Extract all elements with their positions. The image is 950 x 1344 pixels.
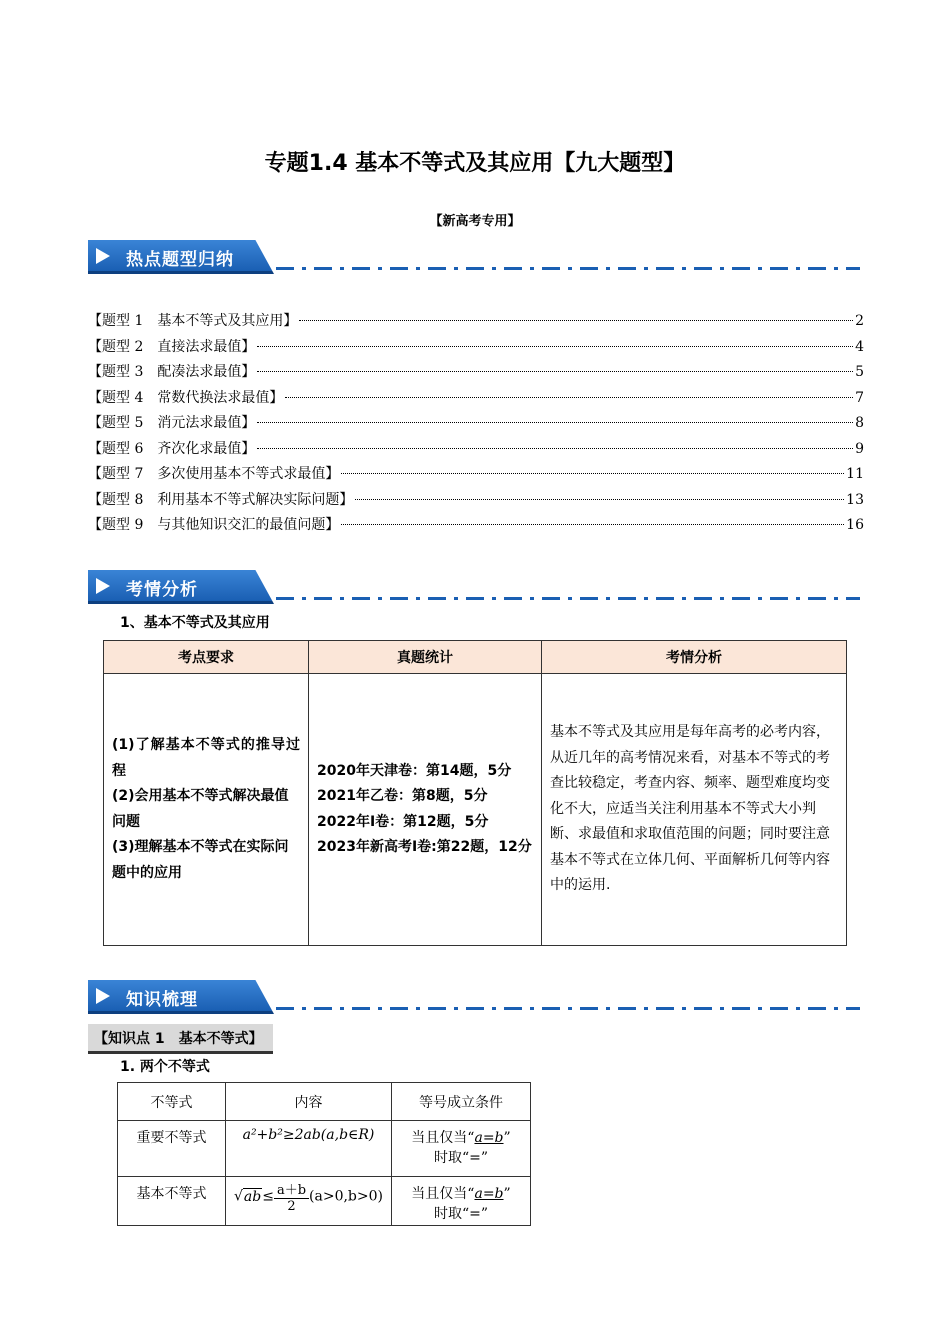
exam-item: 2020年天津卷：第14题，5分 [317, 762, 512, 779]
knowledge-subheading: 1. 两个不等式 [120, 1059, 210, 1075]
column-header: 考情分析 [542, 641, 847, 674]
toc-page: 7 [855, 389, 864, 406]
exams-cell [309, 674, 542, 946]
toc-leader [341, 473, 844, 474]
condition-prefix: 当且仅当“ [411, 1130, 475, 1146]
table-header-row [104, 641, 847, 674]
sqrt-symbol: √ [233, 1188, 243, 1205]
page-title: 专题1.4 基本不等式及其应用【九大题型】 [264, 151, 686, 176]
toc-page: 8 [855, 415, 864, 431]
column-header: 真题统计 [309, 641, 542, 674]
inequality-name: 重要不等式 [118, 1121, 226, 1177]
play-arrow-icon [96, 248, 110, 264]
toc-page: 2 [855, 313, 864, 329]
column-header: 考点要求 [104, 641, 309, 674]
toc-item[interactable] [88, 463, 864, 489]
section-title: 考情分析 [126, 580, 198, 600]
toc-item[interactable] [88, 310, 864, 336]
toc-item[interactable] [88, 412, 864, 438]
column-header: 不等式 [118, 1083, 226, 1121]
exam-item: 2021年乙卷：第8题，5分 [317, 788, 488, 804]
knowledge-point-label: 【知识点 1 基本不等式】 [88, 1024, 273, 1054]
page-subtitle: 【新高考专用】 [429, 214, 521, 229]
section-title: 知识梳理 [126, 990, 198, 1010]
condition-line2: 时取“=” [433, 1206, 489, 1222]
fraction-denominator: 2 [287, 1199, 296, 1214]
analysis-heading: 1、基本不等式及其应用 [120, 615, 270, 631]
toc-page: 9 [855, 440, 864, 457]
toc-label[interactable]: 【题型 4 常数代换法求最值】 [88, 389, 284, 406]
relation-symbol: ≤ [262, 1188, 274, 1205]
section-title: 热点题型归纳 [126, 250, 234, 270]
section-banner-analysis [88, 570, 868, 606]
toc-item[interactable] [88, 514, 864, 540]
condition-line2: 时取“=” [433, 1150, 489, 1166]
condition-equation: a=b [474, 1130, 504, 1146]
condition-suffix: ” [503, 1186, 511, 1202]
toc-item[interactable] [88, 489, 864, 515]
toc-label[interactable]: 【题型 1 基本不等式及其应用】 [88, 313, 298, 329]
inequality-content [226, 1177, 392, 1226]
toc-leader [257, 371, 853, 372]
fraction-numerator: a＋b [274, 1179, 309, 1199]
toc-label[interactable]: 【题型 8 利用基本不等式解决实际问题】 [88, 491, 354, 508]
toc-label[interactable]: 【题型 9 与其他知识交汇的最值问题】 [88, 517, 340, 533]
equality-condition [392, 1121, 531, 1177]
toc-leader [257, 346, 853, 347]
toc-leader [355, 499, 844, 500]
toc-page: 13 [846, 491, 864, 508]
toc-label[interactable]: 【题型 2 直接法求最值】 [88, 338, 256, 355]
dashed-divider [276, 597, 860, 600]
toc-page: 5 [855, 364, 864, 380]
exam-item: 2022年I卷：第12题，5分 [317, 813, 489, 830]
toc-leader [341, 524, 844, 525]
toc-leader [257, 448, 853, 449]
inequality-table [117, 1082, 531, 1226]
condition-suffix: ” [503, 1130, 511, 1146]
sqrt-radicand: ab [243, 1188, 262, 1205]
play-arrow-icon [96, 578, 110, 594]
dashed-divider [276, 267, 860, 270]
fraction [274, 1179, 309, 1214]
toc-leader [285, 397, 853, 398]
section-banner-knowledge [88, 980, 868, 1016]
requirement-item: (2)会用基本不等式解决最值问题 [112, 788, 289, 830]
inequality-name: 基本不等式 [118, 1177, 226, 1226]
requirement-item: (3)理解基本不等式在实际问题中的应用 [112, 839, 289, 881]
commentary-cell: 基本不等式及其应用是每年高考的必考内容，从近几年的高考情况来看，对基本不等式的考查比较稳定，考查内容、频率、题型难度均变化不大，应适当关注利用基本不等式大小判断、求最值和求取值范围的问题；同时要注意基本不等式在立体几何、平面解析几何等内容中的运用. [542, 674, 847, 946]
column-header: 等号成立条件 [392, 1083, 531, 1121]
formula-condition: (a>0,b>0) [309, 1188, 383, 1205]
analysis-table [103, 640, 847, 946]
inequality-content [226, 1121, 392, 1177]
toc-page: 11 [846, 466, 864, 482]
table-header-row [118, 1083, 531, 1121]
requirement-item: (1)了解基本不等式的推导过程 [112, 737, 300, 779]
dashed-divider [276, 1007, 860, 1010]
toc-label[interactable]: 【题型 6 齐次化求最值】 [88, 440, 256, 457]
table-row [118, 1177, 531, 1226]
toc-leader [299, 320, 853, 321]
equality-condition [392, 1177, 531, 1226]
section-banner-hot [88, 240, 868, 276]
formula-text: a²+b²≥2ab(a,b∈R) [242, 1127, 375, 1143]
condition-equation: a=b [474, 1186, 504, 1202]
condition-prefix: 当且仅当“ [411, 1186, 475, 1202]
toc-label[interactable]: 【题型 7 多次使用基本不等式求最值】 [88, 466, 340, 482]
toc-label[interactable]: 【题型 3 配凑法求最值】 [88, 364, 256, 380]
column-header: 内容 [226, 1083, 392, 1121]
requirements-cell [104, 674, 309, 946]
toc-page: 16 [846, 517, 864, 533]
toc-label[interactable]: 【题型 5 消元法求最值】 [88, 415, 256, 431]
toc-page: 4 [855, 338, 864, 355]
exam-item: 2023年新高考I卷:第22题，12分 [317, 839, 532, 855]
table-of-contents [88, 310, 864, 540]
toc-leader [257, 422, 853, 423]
toc-item[interactable] [88, 387, 864, 413]
table-row [104, 674, 847, 946]
play-arrow-icon [96, 988, 110, 1004]
table-row [118, 1121, 531, 1177]
toc-item[interactable] [88, 336, 864, 362]
toc-item[interactable] [88, 438, 864, 464]
toc-item[interactable] [88, 361, 864, 387]
